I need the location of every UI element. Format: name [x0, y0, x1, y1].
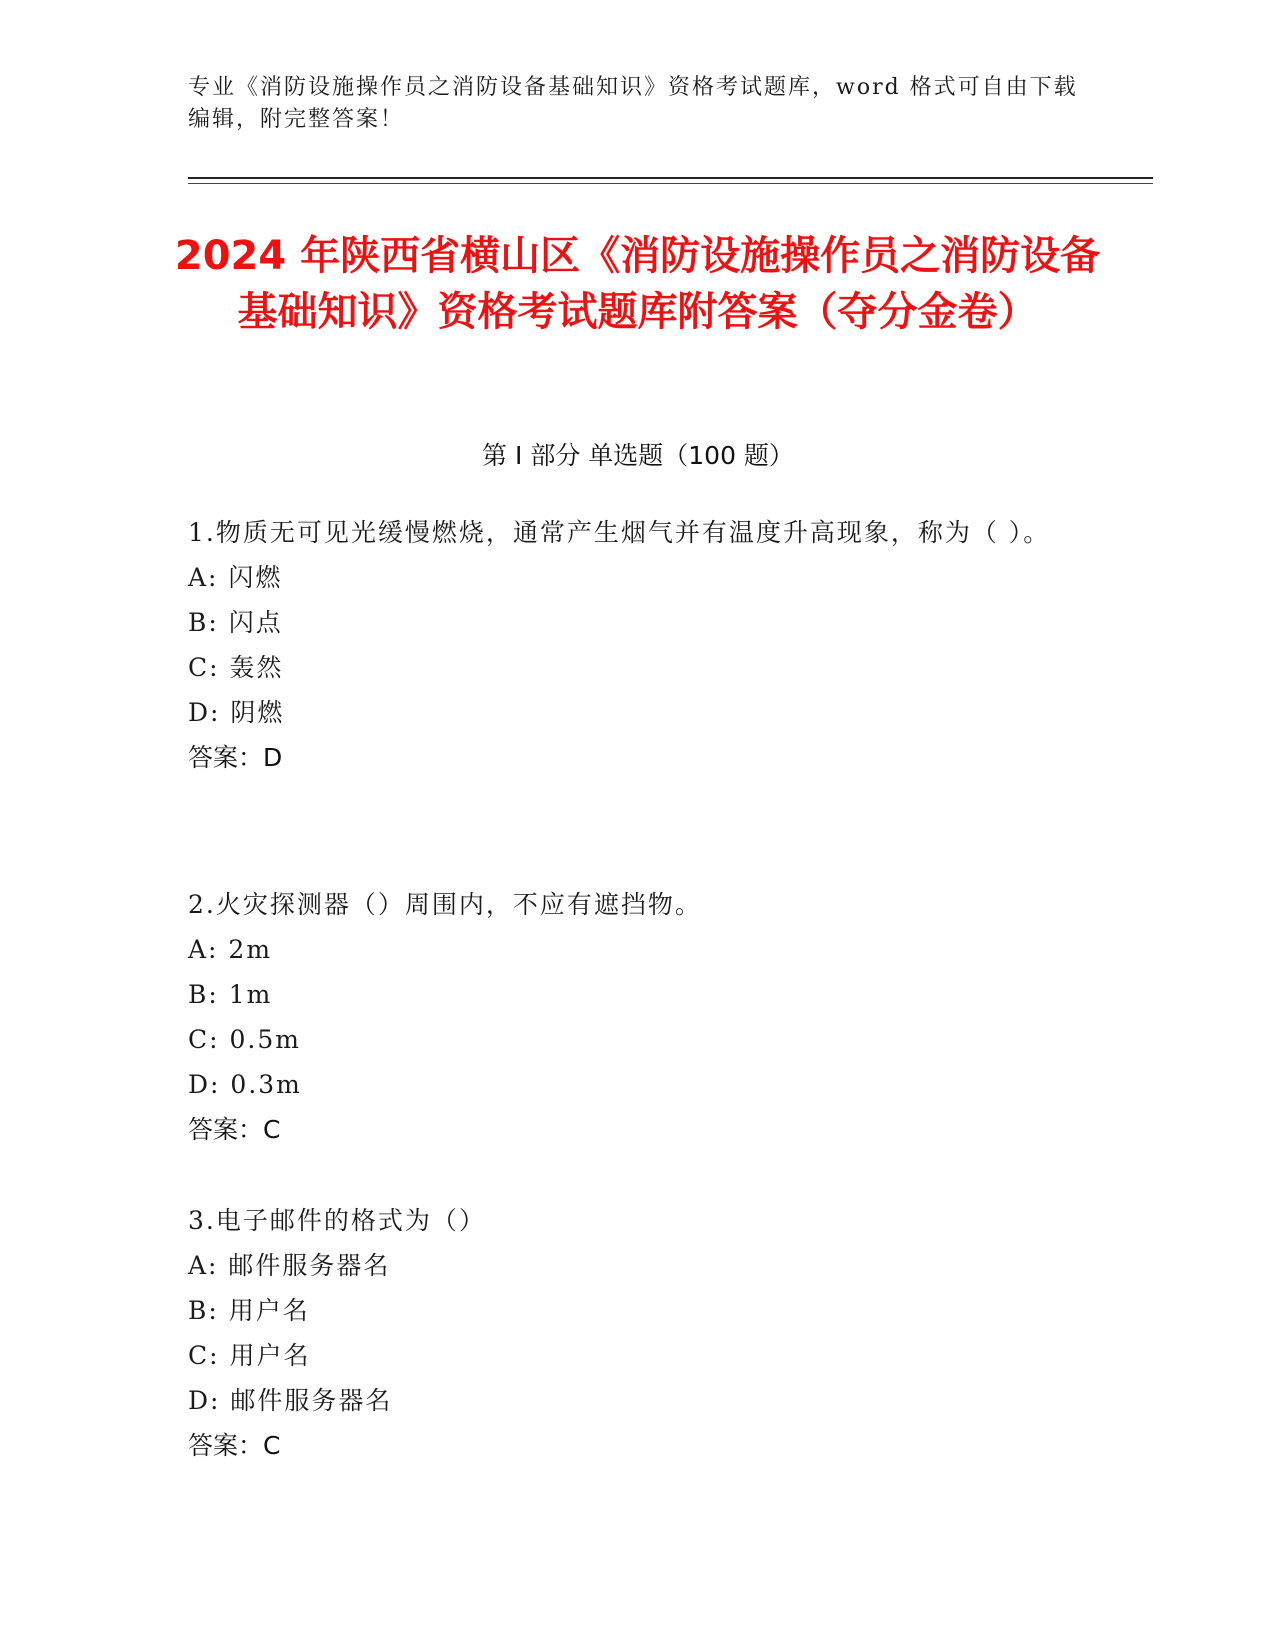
intro-text: 专业《消防设施操作员之消防设备基础知识》资格考试题库，word 格式可自由下载编辑，附完整答案！	[188, 75, 1078, 132]
option-c: C: 用户名	[188, 1341, 311, 1370]
option-d: D: 邮件服务器名	[188, 1386, 393, 1415]
header-divider-thin	[188, 183, 1153, 184]
question-stem: 3.电子邮件的格式为（）	[188, 1206, 486, 1235]
option-c: C: 轰然	[188, 653, 284, 682]
question-1	[188, 510, 1088, 780]
option-a: A: 闪燃	[188, 563, 283, 592]
option-b: B: 1m	[188, 980, 273, 1009]
question-stem: 1.物质无可见光缓慢燃烧，通常产生烟气并有温度升高现象，称为（ ）。	[188, 518, 1051, 547]
option-d: D: 0.3m	[188, 1070, 302, 1099]
option-b: B: 用户名	[188, 1296, 310, 1325]
answer: 答案：C	[188, 1431, 281, 1460]
option-b: B: 闪点	[188, 608, 283, 637]
option-a: A: 2m	[188, 935, 273, 964]
option-c: C: 0.5m	[188, 1025, 301, 1054]
section-title: 第 I 部分 单选题（100 题）	[482, 441, 794, 470]
question-stem: 2.火灾探测器（）周围内，不应有遮挡物。	[188, 890, 702, 919]
question-2	[188, 882, 1088, 1152]
option-d: D: 阴燃	[188, 698, 285, 727]
option-a: A: 邮件服务器名	[188, 1251, 391, 1280]
answer: 答案：C	[188, 1115, 281, 1144]
header-divider-thick	[188, 177, 1153, 179]
answer: 答案：D	[188, 743, 283, 772]
document-title: 2024 年陕西省横山区《消防设施操作员之消防设备基础知识》资格考试题库附答案（夺分金卷）	[174, 233, 1101, 335]
question-3	[188, 1198, 1088, 1468]
